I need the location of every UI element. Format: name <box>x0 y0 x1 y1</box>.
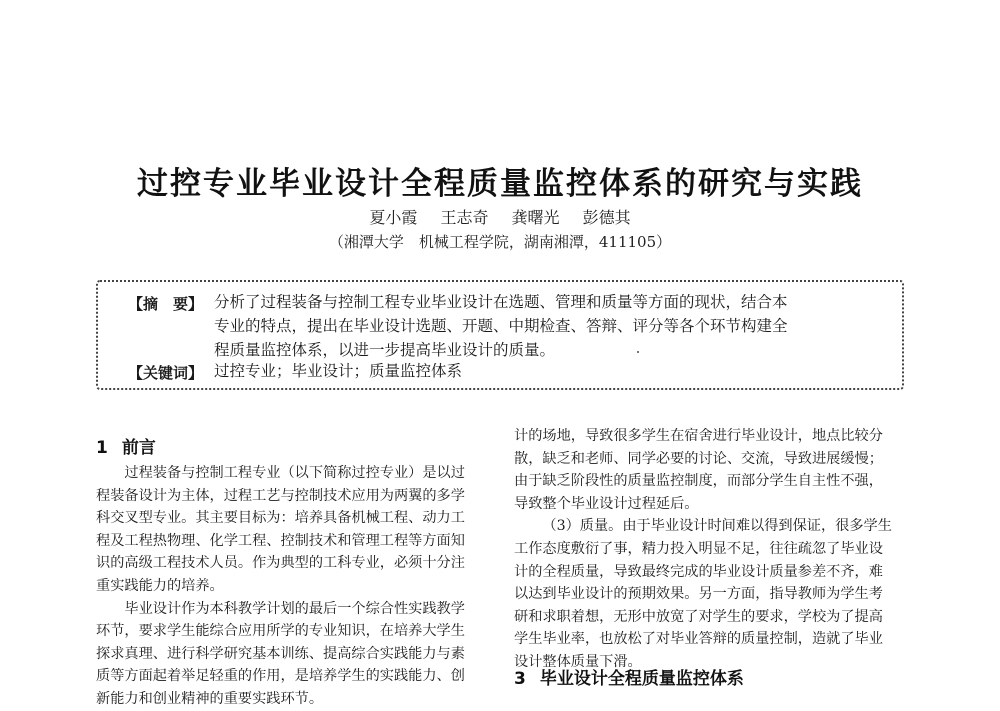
abstract-line: 程质量监控体系，以进一步提高毕业设计的质量。 <box>214 341 556 359</box>
body-line: 科交叉型专业。其主要目标为：培养具备机械工程、动力工 <box>96 510 465 527</box>
body-line: 重实践能力的培养。 <box>96 577 224 594</box>
section-1-heading <box>96 433 156 458</box>
body-line: 环节，要求学生能综合应用所学的专业知识，在培养大学生 <box>96 623 465 640</box>
body-line: 由于缺乏阶段性的质量监控制度，而部分学生自主性不强， <box>514 473 883 490</box>
body-line: 新能力和创业精神的重要实践环节。 <box>96 690 324 707</box>
keywords-text: 过控专业；毕业设计；质量监控体系 <box>214 362 463 380</box>
author: 龚曙光 <box>511 208 560 227</box>
body-line: 识的高级工程技术人员。作为典型的工科专业，必须十分注 <box>96 555 465 572</box>
section-number: 1 <box>96 438 108 458</box>
body-line: 质等方面起着举足轻重的作用，是培养学生的实践能力、创 <box>96 668 465 685</box>
body-line: 散，缺乏和老师、同学必要的讨论、交流，导致进展缓慢； <box>514 450 883 467</box>
scan-speck <box>637 351 639 353</box>
body-line: 以达到毕业设计的预期效果。另一方面，指导教师为学生考 <box>514 586 883 603</box>
left-column <box>96 462 496 711</box>
body-line: 计的场地，导致很多学生在宿舍进行毕业设计，地点比较分 <box>514 428 883 444</box>
author-list <box>0 205 1000 228</box>
body-line: 计的全程质量，导致最终完成的毕业设计质量参差不齐，难 <box>514 563 883 580</box>
section-title: 前言 <box>121 438 156 458</box>
body-line: 程及工程热物理、化学工程、控制技术和管理工程等方面知 <box>96 532 465 549</box>
author: 夏小霞 <box>369 208 418 227</box>
abstract-line: 专业的特点，提出在毕业设计选题、开题、中期检查、答辩、评分等各个环节构建全 <box>214 317 788 335</box>
section-number: 3 <box>514 669 526 689</box>
body-line: 设计整体质量下滑。 <box>514 653 642 670</box>
body-line: 毕业设计作为本科教学计划的最后一个综合性实践教学 <box>124 600 465 617</box>
body-line: 程装备设计为主体，过程工艺与控制技术应用为两翼的多学 <box>96 487 465 504</box>
section-3-heading <box>514 664 744 689</box>
right-column <box>514 425 914 674</box>
paper-title: 过控专业毕业设计全程质量监控体系的研究与实践 <box>137 166 863 202</box>
body-line: （3）质量。由于毕业设计时间难以得到保证，很多学生 <box>542 518 892 535</box>
body-line: 工作态度敷衍了事，精力投入明显不足，往往疏忽了毕业设 <box>514 540 883 557</box>
author: 彭德其 <box>582 208 631 227</box>
abstract-label: 【摘 要】 <box>128 295 204 313</box>
section-title: 毕业设计全程质量监控体系 <box>539 669 744 689</box>
body-line: 导致整个毕业设计过程延后。 <box>514 495 699 512</box>
abstract-line: 分析了过程装备与控制工程专业毕业设计在选题、管理和质量等方面的现状，结合本 <box>214 293 788 311</box>
affiliation: （湘潭大学 机械工程学院，湖南湘潭，411105） <box>328 233 672 251</box>
body-line: 过程装备与控制工程专业（以下简称过控专业）是以过 <box>124 465 465 481</box>
keywords-label: 【关键词】 <box>128 364 204 382</box>
body-line: 学生毕业率，也放松了对毕业答辩的质量控制，造就了毕业 <box>514 631 883 648</box>
body-line: 探求真理、进行科学研究基本训练、提高综合实践能力与素 <box>96 645 465 662</box>
body-line: 研和求职着想，无形中放宽了对学生的要求，学校为了提高 <box>514 608 883 625</box>
author: 王志奇 <box>440 208 489 227</box>
